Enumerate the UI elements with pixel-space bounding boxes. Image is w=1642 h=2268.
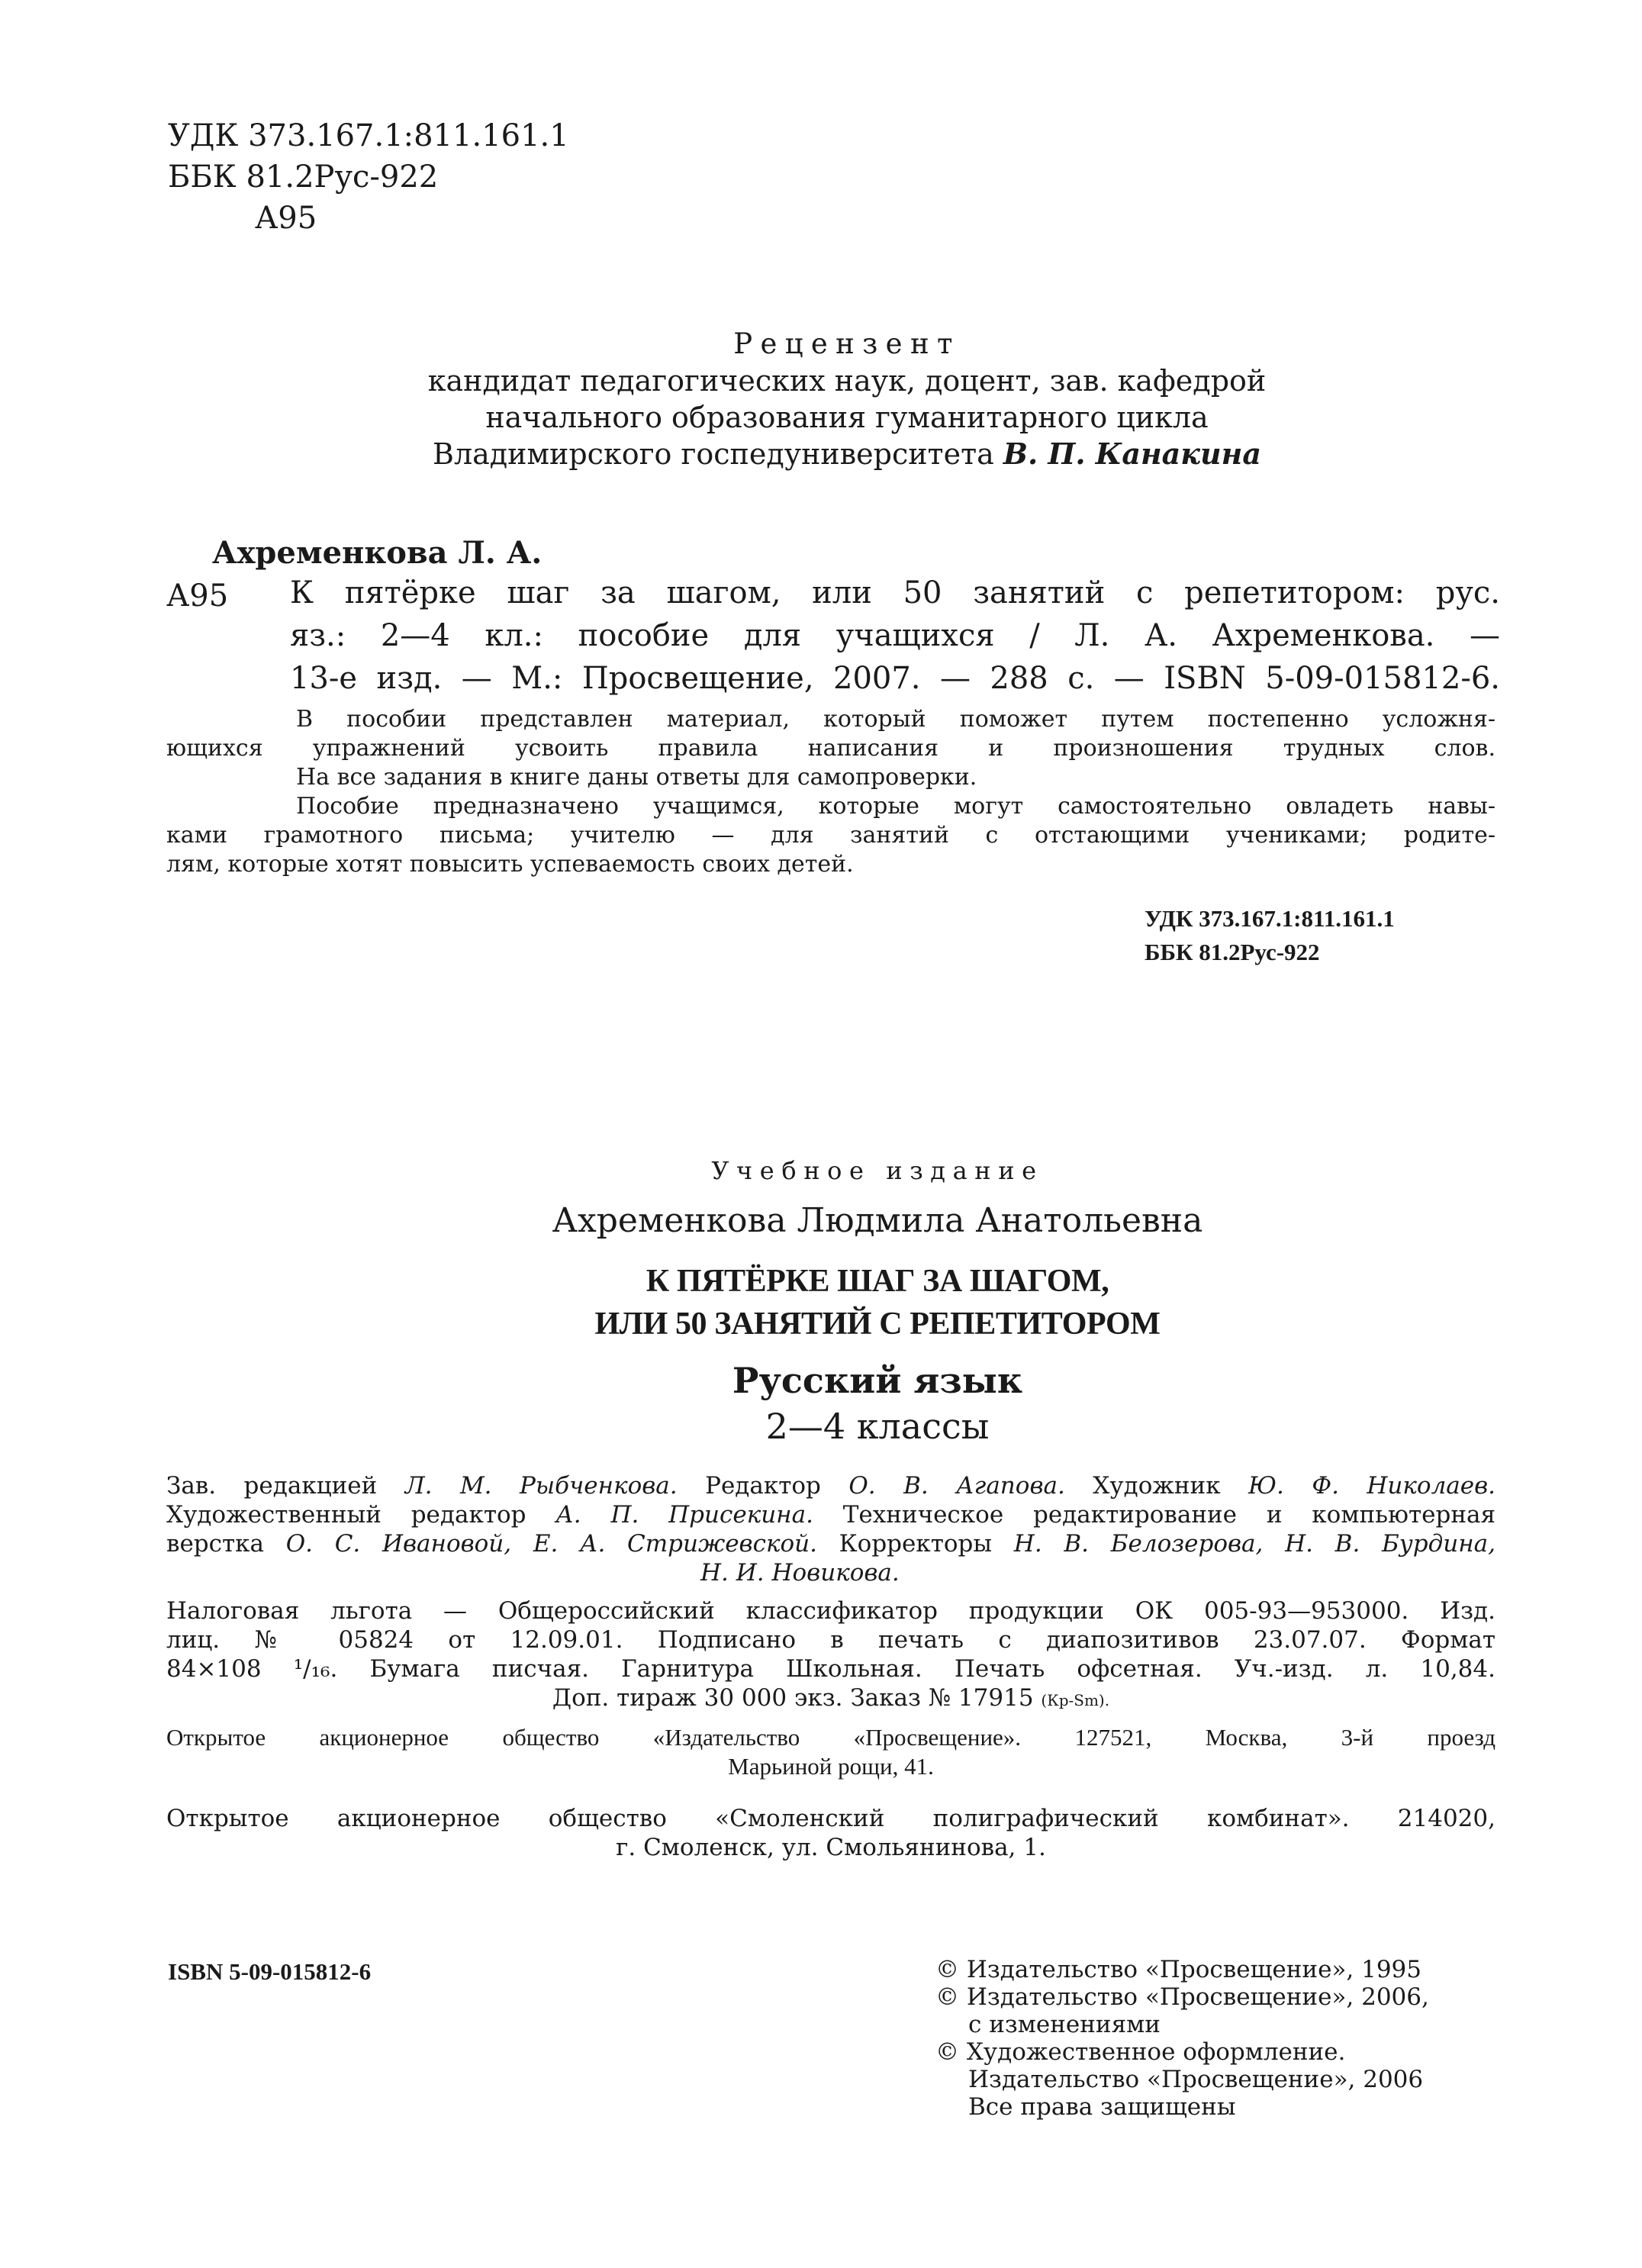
staff-role: Техническое редактирование и компьютерная	[842, 1501, 1496, 1529]
print-line-3: 84×108 ¹/₁₆. Бумага писчая. Гарнитура Школьная. Печать офсетная. Уч.-изд. л. 10,84.	[166, 1655, 1496, 1683]
reviewer-line-3	[336, 437, 1358, 476]
edition-block	[488, 1158, 1267, 1455]
record-line-1: К пятёрке шаг за шагом, или 50 занятий с репетитором: рус.	[290, 575, 1500, 610]
annotation-line-1: В пособии представлен материал, который поможет путем постепенно усложня-	[296, 706, 1496, 733]
edition-title-line-1: К ПЯТЁРКЕ ШАГ ЗА ШАГОМ,	[646, 1264, 1109, 1299]
udk-code: УДК 373.167.1:811.161.1	[168, 118, 569, 153]
staff-role: Зав. редакцией	[166, 1472, 378, 1500]
staff-role: Редактор	[705, 1472, 821, 1500]
copyright-line-4: © Художественное оформление.	[935, 2038, 1346, 2066]
reviewer-block	[336, 327, 1358, 476]
print-run: Доп. тираж 30 000 экз. Заказ № 17915	[552, 1684, 1034, 1712]
reviewer-name: В. П. Канакина	[1003, 437, 1261, 471]
staff-credits	[166, 1474, 1496, 1590]
annotation-line-4: Пособие предназначено учащимся, которые могут самостоятельно овладеть навы-	[296, 793, 1496, 820]
udk-code-bottom: УДК 373.167.1:811.161.1	[1145, 905, 1395, 932]
bibliographic-record	[166, 535, 1500, 706]
staff-role: Художник	[1093, 1472, 1221, 1500]
publisher-line-1: Открытое акционерное общество «Издательство «Просвещение». 127521, Москва, 3-й проезд	[166, 1724, 1496, 1751]
edition-subject: Русский язык	[732, 1360, 1023, 1401]
staff-role: Художественный редактор	[166, 1501, 526, 1529]
bbk-code-bottom: ББК 81.2Рус-922	[1145, 939, 1320, 965]
printer-line-1: Открытое акционерное общество «Смоленский полиграфический комбинат». 214020,	[166, 1805, 1496, 1832]
copyright-block	[935, 1958, 1500, 2123]
staff-line-1	[166, 1474, 1496, 1503]
annotation-line-6: лям, которые хотят повысить успеваемость своих детей.	[166, 851, 854, 878]
order-code: (Кр-Sm).	[1041, 1691, 1110, 1709]
annotation-line-2: ющихся упражнений усвоить правила написания и произношения трудных слов.	[166, 735, 1496, 762]
record-line-3: 13-е изд. — М.: Просвещение, 2007. — 288 с. — ISBN 5-09-015812-6.	[290, 661, 1500, 696]
bbk-code: ББК 81.2Рус-922	[168, 159, 439, 195]
printer-info	[166, 1807, 1496, 1865]
copyright-line-5: Издательство «Просвещение», 2006	[968, 2066, 1424, 2093]
copyright-line-1: © Издательство «Просвещение», 1995	[935, 1956, 1421, 1983]
print-line-2: лиц. № 05824 от 12.09.01. Подписано в печать с диапозитивов 23.07.07. Формат	[166, 1626, 1496, 1654]
staff-role: Корректоры	[839, 1530, 993, 1558]
staff-name: Л. М. Рыбченкова.	[404, 1472, 678, 1500]
print-line-1: Налоговая льгота — Общероссийский классификатор продукции ОК 005-93—953000. Изд.	[166, 1597, 1496, 1625]
staff-name: О. В. Агапова.	[848, 1472, 1065, 1500]
staff-name: А. П. Присекина.	[555, 1501, 813, 1529]
staff-name: О. С. Ивановой, Е. А. Стрижевской.	[285, 1530, 817, 1558]
annotation-line-5: ками грамотного письма; учителю — для занятий с отстающими учениками; родите-	[166, 822, 1496, 849]
staff-role: верстка	[166, 1530, 265, 1558]
staff-line-3	[166, 1532, 1496, 1561]
print-line-4	[166, 1684, 1496, 1715]
reviewer-affiliation: Владимирского госпедуниверситета	[433, 437, 994, 471]
publisher-info	[166, 1725, 1496, 1783]
staff-name: Ю. Ф. Николаев.	[1248, 1472, 1496, 1500]
udk-header	[168, 118, 569, 244]
record-author: Ахременкова Л. А.	[212, 535, 543, 571]
edition-type: Учебное издание	[711, 1156, 1044, 1185]
publisher-line-2: Марьиной рощи, 41.	[728, 1753, 934, 1780]
udk-footer	[1145, 907, 1395, 974]
staff-name: Н. В. Белозерова, Н. В. Бурдина,	[1013, 1530, 1496, 1558]
edition-title-line-2: ИЛИ 50 ЗАНЯТИЙ С РЕПЕТИТОРОМ	[594, 1306, 1161, 1342]
edition-author: Ахременкова Людмила Анатольевна	[552, 1201, 1203, 1240]
staff-name: Н. И. Новикова.	[700, 1559, 900, 1587]
reviewer-title: Рецензент	[733, 327, 961, 360]
staff-line-4	[166, 1561, 1496, 1590]
print-info	[166, 1597, 1496, 1715]
author-mark: А95	[255, 201, 317, 236]
copyright-line-2: © Издательство «Просвещение», 2006,	[935, 1983, 1429, 2011]
edition-grades: 2—4 классы	[765, 1406, 990, 1447]
isbn: ISBN 5-09-015812-6	[168, 1958, 372, 1985]
record-line-2: яз.: 2—4 кл.: пособие для учащихся / Л. А. Ахременкова. —	[290, 618, 1500, 653]
record-code: А95	[166, 578, 229, 614]
annotation-line-3: На все задания в книге даны ответы для самопроверки.	[296, 764, 977, 791]
reviewer-line-2: начального образования гуманитарного цикла	[485, 401, 1209, 434]
printer-line-2: г. Смоленск, ул. Смольянинова, 1.	[616, 1834, 1046, 1861]
copyright-line-3: с изменениями	[968, 2011, 1161, 2038]
reviewer-line-1: кандидат педагогических наук, доцент, зав. кафедрой	[427, 364, 1267, 398]
annotation	[166, 708, 1496, 882]
staff-line-2	[166, 1503, 1496, 1532]
record-description	[290, 575, 1500, 706]
copyright-line-6: Все права защищены	[968, 2093, 1236, 2121]
